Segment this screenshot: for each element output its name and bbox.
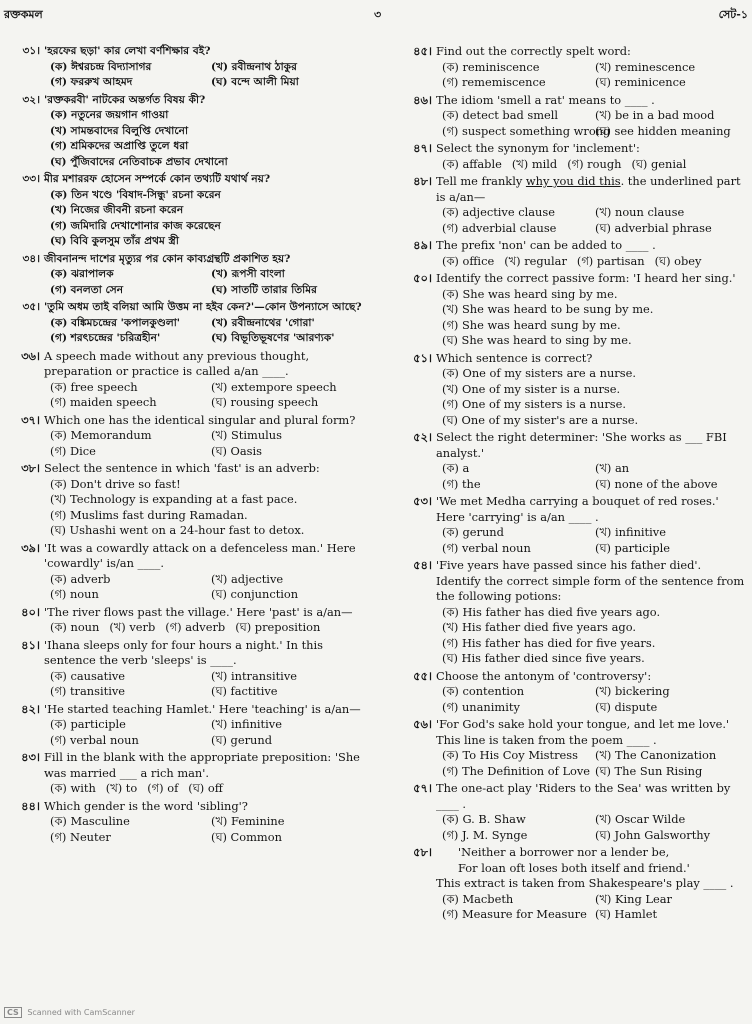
option: (ক) তিন খণ্ডে 'বিষাদ-সিন্ধু' রচনা করেন: [50, 188, 221, 201]
question-item: [402, 494, 748, 556]
question-number: ৩৫।: [22, 301, 40, 313]
question-item: [402, 174, 748, 236]
option: (গ) বনলতা সেন: [50, 283, 124, 296]
question-stem: Select the sentence in which 'fast' is an adverb:: [44, 461, 320, 475]
option: (গ) ফররুখ আহমদ: [50, 76, 133, 88]
quote-line: For loan oft loses both itself and friend.': [458, 860, 690, 875]
question-number: ৫৬।: [413, 717, 432, 731]
option: (ক) participle: [50, 717, 126, 731]
question-number: ৪৪।: [21, 798, 40, 813]
question-stem: 'He started teaching Hamlet.' Here 'teaching' is a/an—: [44, 701, 361, 716]
question-stem: Which one has the identical singular and plural form?: [44, 412, 356, 427]
question-stem: The idiom 'smell a rat' means to ____ .: [436, 92, 655, 107]
option: (খ) She was heard to be sung by me.: [442, 302, 654, 316]
option: (গ) maiden speech: [50, 395, 157, 409]
option: (ক) free speech: [50, 379, 138, 394]
options-list: [44, 477, 372, 539]
option: (গ) noun: [50, 587, 99, 601]
option: (ক) affable: [442, 156, 502, 171]
option: (ঘ) The Sun Rising: [595, 763, 703, 778]
question-number: ৫৩।: [413, 494, 432, 508]
option: (খ) Stimulus: [211, 428, 282, 442]
question-item: [6, 44, 372, 91]
question-stem: Which sentence is correct?: [436, 350, 593, 365]
question-stem: 'হরফের ছড়া' কার লেখা বর্ণশিক্ষার বই?: [44, 45, 211, 57]
question-item: [402, 558, 748, 667]
question-item: [6, 541, 372, 603]
question-stem: This extract is taken from Shakespeare's play ____ .: [436, 876, 734, 890]
option: (গ) partisan: [576, 253, 645, 268]
option: (গ) of: [147, 781, 179, 795]
option: (খ) be in a bad mood: [595, 108, 715, 122]
option: (গ) adverb: [165, 620, 226, 634]
option: (খ) noun clause: [595, 205, 685, 219]
option: (খ) The Canonization: [595, 748, 717, 762]
question-stem: জীবনানন্দ দাশের মৃত্যুর পর কোন কাব্যগ্রন্থটি প্রকাশিত হয়?: [44, 252, 291, 265]
question-item: [6, 413, 372, 460]
question-stem: Choose the antonym of 'controversy':: [436, 668, 652, 683]
question-stem: 'রক্তকরবী' নাটকের অন্তর্গত বিষয় কী?: [44, 93, 206, 106]
option: (খ) রূপসী বাংলা: [211, 268, 285, 280]
question-stem: Select the right determiner: 'She works as ___ FBI analyst.': [436, 430, 727, 460]
option: (ক) ঝরাপালক: [50, 268, 114, 280]
option: (খ) intransitive: [211, 668, 298, 683]
question-item: [402, 141, 748, 172]
question-number: ৫৪।: [413, 558, 432, 572]
option: (ক) noun: [50, 620, 100, 634]
page-number: ৩: [374, 8, 382, 21]
option: (ক) One of my sisters are a nurse.: [442, 366, 636, 380]
options-list: [436, 748, 748, 779]
set-label: সেট-১: [718, 8, 748, 21]
left-column: [6, 44, 372, 847]
option: (ক) G. B. Shaw: [442, 812, 526, 826]
option: (খ) Technology is expanding at a fast pace.: [50, 492, 298, 506]
question-number: ৩৪।: [22, 252, 40, 265]
options-list: [44, 188, 372, 250]
options-list: [436, 205, 748, 236]
options-list: [436, 812, 748, 843]
options-list: [44, 620, 372, 636]
question-number: ৫২।: [413, 430, 432, 444]
scanner-watermark: [4, 1007, 135, 1018]
question-item: [6, 750, 372, 797]
question-stem: 'We met Medha carrying a bouquet of red roses.' Here 'carrying' is a/an ____ .: [436, 494, 719, 524]
question-number: ৫৭।: [413, 781, 432, 795]
options-list: [436, 461, 748, 492]
question-stem: The one-act play 'Riders to the Sea' was written by ____ .: [436, 781, 731, 811]
option: (ক) contention: [442, 684, 525, 698]
question-stem: 'Ihana sleeps only for four hours a night.' In this sentence the verb 'sleeps' is ____.: [44, 637, 324, 667]
question-number: ৩৬।: [21, 348, 40, 363]
option: (গ) Neuter: [50, 829, 111, 844]
watermark-text: Scanned with CamScanner: [27, 1008, 135, 1017]
options-list: [44, 781, 372, 797]
option: (খ) to: [105, 781, 138, 795]
question-stem: Select the synonym for 'inclement':: [436, 141, 640, 155]
options-list: [436, 892, 748, 923]
question-stem: 'The river flows past the village.' Here 'past' is a/an—: [44, 604, 353, 619]
question-item: [402, 669, 748, 716]
option: (গ) Dice: [50, 443, 96, 458]
option: (ঘ) participle: [595, 540, 670, 555]
options-list: [44, 316, 372, 347]
option: (গ) She was heard sung by me.: [442, 317, 621, 332]
question-number: ৪৯।: [413, 238, 432, 252]
option: (গ) শরৎচন্দ্রের 'চরিত্রহীন': [50, 332, 161, 344]
question-number: ৩৮।: [21, 461, 40, 475]
right-column: [402, 44, 748, 925]
options-list: [44, 380, 372, 411]
options-list: [436, 157, 748, 173]
option: (গ) rememiscence: [442, 75, 546, 89]
question-number: ৫১।: [413, 350, 432, 365]
option: (গ) Measure for Measure: [442, 907, 587, 921]
option: (ক) adjective clause: [442, 205, 555, 219]
option: (ক) causative: [50, 668, 126, 683]
question-item: [6, 300, 372, 347]
option: (খ) সামন্তবাদের বিলুপ্তি দেখানো: [50, 124, 189, 137]
option: (খ) Oscar Wilde: [595, 812, 686, 826]
option: (ঘ) বিবি কুলসুম তাঁর প্রথম স্ত্রী: [50, 235, 179, 247]
option: (ক) To His Coy Mistress: [442, 748, 578, 762]
question-item: [6, 252, 372, 299]
question-stem: Identify the correct passive form: 'I heard her sing.': [436, 271, 736, 285]
option: (গ) the: [442, 476, 481, 491]
option: (গ) His father has died for five years.: [442, 635, 656, 650]
question-item: [402, 93, 748, 140]
option: (ঘ) genial: [631, 156, 687, 171]
question-item: [6, 93, 372, 171]
question-item: [402, 351, 748, 429]
question-item: [6, 461, 372, 539]
question-stem: [436, 174, 748, 205]
option: (খ) adjective: [211, 571, 284, 586]
option: (গ) শ্রমিকদের অপ্রাপ্তি তুলে ধরা: [50, 140, 189, 152]
option: (ঘ) see hidden meaning: [595, 123, 731, 138]
option: (ক) His father has died five years ago.: [442, 604, 661, 619]
option: (খ) infinitive: [595, 525, 666, 539]
options-list: [44, 572, 372, 603]
option: (গ) verbal noun: [50, 732, 139, 747]
question-stem: 'Five years have passed since his father died'. Identify the correct simple form of the sentence from the following potions:: [436, 558, 745, 603]
question-number: ৪১।: [21, 637, 40, 652]
options-list: [436, 684, 748, 715]
options-list: [44, 428, 372, 459]
option: (গ) Muslims fast during Ramadan.: [50, 507, 248, 522]
quote-line: 'Neither a borrower nor a lender be,: [458, 845, 670, 859]
option: (ক) detect bad smell: [442, 108, 559, 122]
option: (ঘ) reminicence: [595, 75, 686, 89]
question-number: ৩২।: [22, 93, 40, 106]
question-number: ৪৩।: [21, 750, 40, 764]
option: (খ) infinitive: [211, 717, 282, 731]
question-number: ৪০।: [21, 604, 40, 619]
option: (খ) an: [595, 461, 630, 475]
option: (ক) gerund: [442, 525, 504, 539]
option: (ঘ) conjunction: [211, 587, 299, 601]
question-number: ৫০।: [413, 271, 432, 285]
option: (খ) extempore speech: [211, 379, 337, 394]
option: (ঘ) gerund: [211, 732, 272, 747]
question-item: [402, 430, 748, 492]
option: (ক) নতুনের জয়গান গাওয়া: [50, 109, 169, 121]
option: (ঘ) none of the above: [595, 476, 718, 491]
page-header: [4, 6, 748, 26]
question-number: ৪৮।: [413, 174, 432, 188]
option: (ঘ) Oasis: [211, 443, 263, 458]
option: (ক) Don't drive so fast!: [50, 476, 181, 491]
option: (ক) with: [50, 781, 96, 795]
options-list: [436, 60, 748, 91]
option: (ক) Macbeth: [442, 891, 514, 906]
option: (ঘ) Ushashi went on a 24-hour fast to detox.: [50, 523, 305, 537]
option: (খ) Feminine: [211, 814, 285, 828]
options-list: [44, 814, 372, 845]
question-number: ৫৫।: [413, 668, 432, 683]
options-list: [436, 287, 748, 349]
question-item: [6, 638, 372, 700]
question-number: ৩৭।: [21, 412, 40, 427]
stem-text: . the underlined part is a/an—: [436, 174, 741, 204]
question-item: [6, 702, 372, 749]
options-list: [44, 108, 372, 170]
question-number: ৪৭।: [413, 141, 432, 155]
option: (ঘ) Common: [211, 829, 282, 844]
option: (ক) Masculine: [50, 814, 130, 828]
option: (ক) adverb: [50, 571, 111, 586]
option: (ঘ) obey: [654, 253, 702, 268]
option: (খ) mild: [511, 156, 558, 171]
option: (ঘ) adverbial phrase: [595, 220, 712, 235]
question-number: ৪২।: [21, 701, 40, 716]
option: (খ) রবীন্দ্রনাথ ঠাকুর: [211, 60, 297, 73]
option: (গ) জমিদারি দেখাশোনার কাজ করেছেন: [50, 219, 221, 232]
option: (ঘ) One of my sister's are a nurse.: [442, 412, 639, 427]
question-stem: Which gender is the word 'sibling'?: [44, 798, 248, 813]
question-stem: The prefix 'non' can be added to ____ .: [436, 238, 656, 252]
option: (ঘ) factitive: [211, 684, 278, 698]
option: (খ) King Lear: [595, 891, 672, 906]
option: (ঘ) বন্দে আলী মিয়া: [211, 76, 299, 88]
option: (ঘ) She was heard to sing by me.: [442, 333, 632, 347]
question-stem: A speech made without any previous thought, preparation or practice is called a/an ____.: [44, 348, 310, 378]
option: (ক) reminiscence: [442, 59, 540, 74]
question-stem: মীর মশাররফ হোসেন সম্পর্কে কোন তথ্যটি যথার্থ নয়?: [44, 173, 271, 185]
option: (গ) The Definition of Love: [442, 763, 591, 778]
option: (গ) J. M. Synge: [442, 827, 528, 842]
question-item: [402, 781, 748, 843]
option: (ক) a: [442, 461, 470, 475]
option: (ঘ) পুঁজিবাদের নেতিবাচক প্রভাব দেখানো: [50, 155, 228, 168]
question-number: ৩৩।: [22, 173, 40, 185]
option: (খ) bickering: [595, 684, 670, 698]
option: (ঘ) John Galsworthy: [595, 827, 711, 842]
camscanner-logo: CS: [4, 1007, 22, 1018]
option: (ঘ) preposition: [235, 620, 321, 634]
question-stem: 'For God's sake hold your tongue, and let me love.' This line is taken from the poem ____ .: [436, 717, 730, 747]
options-list: [436, 605, 748, 667]
question-item: [6, 172, 372, 250]
option: (খ) নিজের জীবনী রচনা করেন: [50, 204, 184, 216]
question-number: ৪৬।: [413, 92, 432, 107]
option: (ঘ) Hamlet: [595, 907, 658, 921]
option: (ক) ঈশ্বরচন্দ্র বিদ্যাসাগর: [50, 60, 152, 73]
question-item: [6, 605, 372, 636]
option: (গ) transitive: [50, 684, 126, 698]
question-stem: 'It was a cowardly attack on a defenceless man.' Here 'cowardly' is/an ____.: [44, 540, 356, 570]
question-item: [402, 845, 748, 923]
options-list: [436, 525, 748, 556]
option: (খ) verb: [109, 620, 156, 634]
option: (ঘ) সাতটি তারার তিমির: [211, 283, 317, 296]
options-list: [44, 60, 372, 91]
question-item: [402, 238, 748, 269]
question-item: [402, 271, 748, 349]
option: (গ) One of my sisters is a nurse.: [442, 397, 626, 411]
option: (খ) regular: [504, 253, 567, 268]
question-stem: Fill in the blank with the appropriate preposition: 'She was married ___ a rich man'.: [44, 750, 360, 780]
question-number: ৪৫।: [413, 44, 432, 58]
header-title: রক্তকমল: [4, 8, 43, 21]
underlined-part: why you did this: [525, 174, 621, 188]
options-list: [436, 254, 748, 270]
option: (ঘ) off: [188, 781, 223, 795]
option: (গ) adverbial clause: [442, 220, 557, 235]
option: (খ) His father died five years ago.: [442, 620, 636, 634]
option: (গ) rough: [567, 156, 622, 171]
options-list: [436, 108, 748, 139]
option: (ঘ) His father died since five years.: [442, 651, 645, 665]
options-list: [436, 366, 748, 428]
option: (ঘ) dispute: [595, 699, 658, 714]
question-item: [402, 717, 748, 779]
question-item: [402, 44, 748, 91]
option: (গ) unanimity: [442, 699, 520, 714]
option: (ক) office: [442, 253, 495, 268]
options-list: [44, 267, 372, 298]
options-list: [44, 669, 372, 700]
question-number: ৩৯।: [21, 540, 40, 555]
option: (খ) One of my sister is a nurse.: [442, 381, 621, 396]
option: (খ) রবীন্দ্রনাথের 'গোরা': [211, 316, 315, 329]
option: (গ) suspect something wrong: [442, 123, 611, 138]
option: (ক) বঙ্কিমচন্দ্রের 'কপালকুণ্ডলা': [50, 316, 181, 329]
option: (গ) verbal noun: [442, 540, 531, 555]
option: (ঘ) rousing speech: [211, 395, 319, 409]
stem-text: Tell me frankly: [436, 174, 526, 188]
option: (ঘ) বিভূতিভূষণের 'আরণ্যক': [211, 332, 335, 344]
option: (ক) She was heard sing by me.: [442, 286, 618, 301]
question-item: [6, 349, 372, 411]
options-list: [44, 717, 372, 748]
question-number: ৫৮।: [413, 845, 432, 859]
question-number: ৩১।: [22, 45, 40, 57]
question-item: [6, 799, 372, 846]
question-stem: 'তুমি অধম তাই বলিয়া আমি উত্তম না হইব কেন?'—কোন উপন্যাসে আছে?: [44, 301, 362, 313]
question-stem: Find out the correctly spelt word:: [436, 44, 631, 58]
option: (খ) reminescence: [595, 59, 696, 74]
option: (ক) Memorandum: [50, 428, 152, 442]
